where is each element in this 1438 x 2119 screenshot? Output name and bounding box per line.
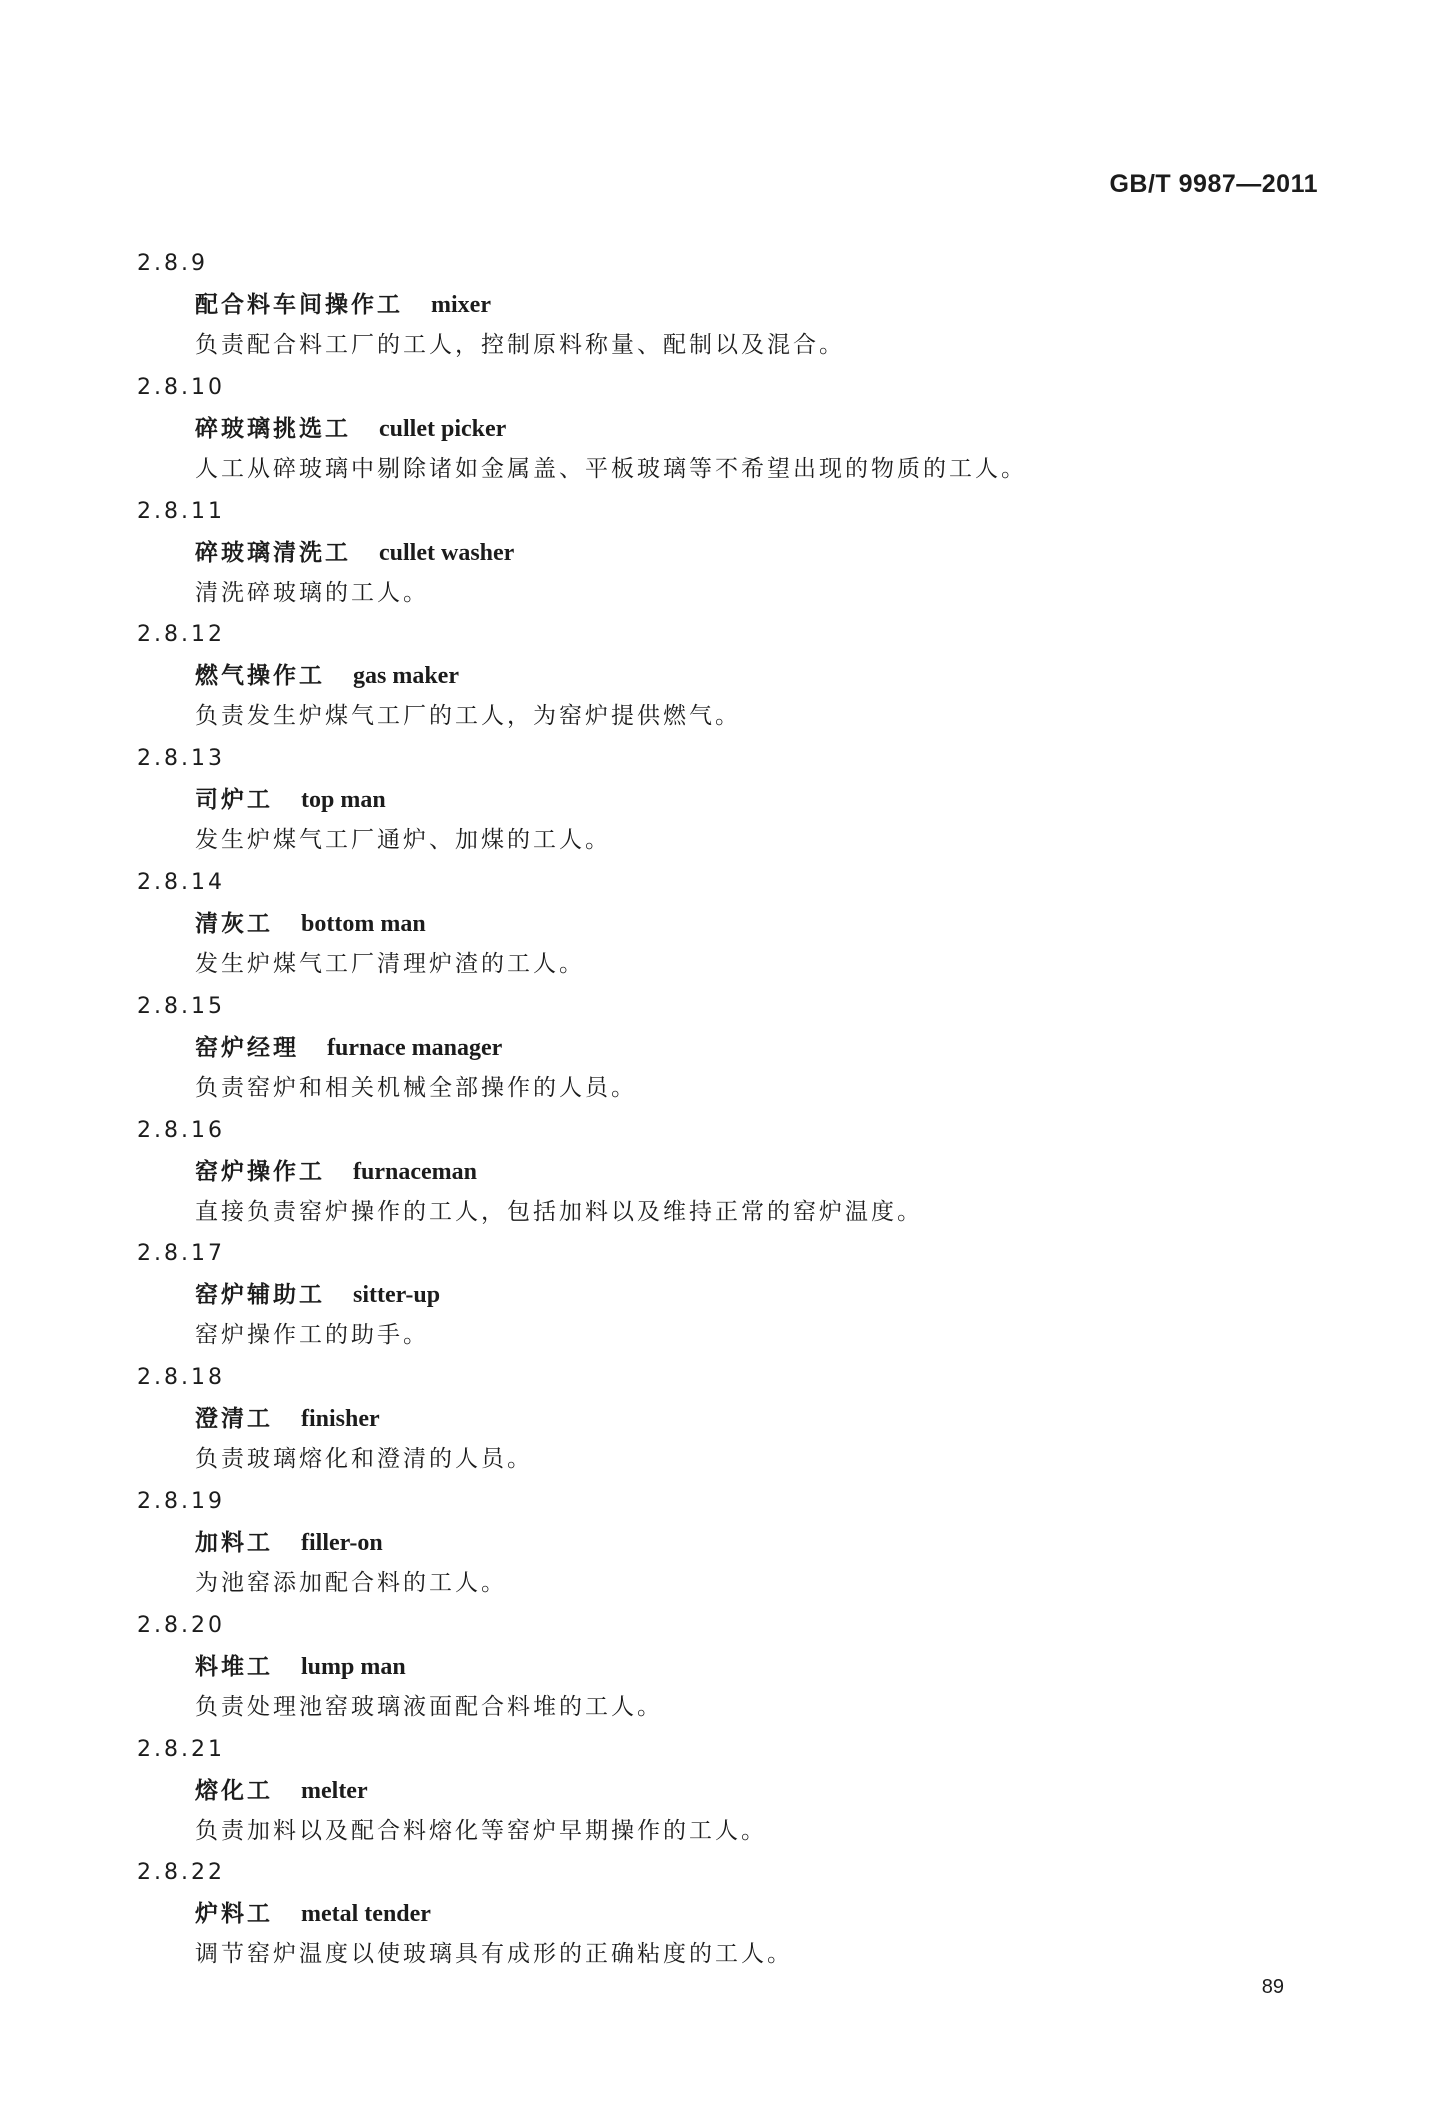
term-entry <box>0 1729 1438 1853</box>
term-chinese: 料堆工 <box>195 1653 273 1680</box>
entry-definition: 清洗碎玻璃的工人。 <box>195 579 429 606</box>
entry-term <box>0 1027 1438 1068</box>
entry-definition: 为池窑添加配合料的工人。 <box>195 1569 507 1596</box>
entry-definition: 负责处理池窑玻璃液面配合料堆的工人。 <box>195 1693 663 1720</box>
term-entry <box>0 1357 1438 1481</box>
entry-term <box>0 903 1438 944</box>
term-entry <box>0 738 1438 862</box>
term-chinese: 碎玻璃清洗工 <box>195 539 351 566</box>
term-chinese: 碎玻璃挑选工 <box>195 415 351 442</box>
term-entry <box>0 243 1438 367</box>
term-english: metal tender <box>301 1901 431 1928</box>
entry-number: 2.8.13 <box>137 746 225 772</box>
entry-number: 2.8.17 <box>137 1241 225 1267</box>
page-number: 89 <box>1261 1976 1284 1998</box>
entry-number: 2.8.20 <box>137 1612 225 1638</box>
entry-term <box>0 1398 1438 1439</box>
entry-number: 2.8.16 <box>137 1117 225 1143</box>
term-english: mixer <box>431 292 491 318</box>
term-chinese: 窑炉辅助工 <box>195 1282 325 1309</box>
term-chinese: 配合料车间操作工 <box>195 292 403 318</box>
term-english: finisher <box>301 1406 380 1433</box>
term-entry <box>0 367 1438 491</box>
term-chinese: 熔化工 <box>195 1777 273 1804</box>
entry-term <box>0 1522 1438 1563</box>
standard-code: GB/T 9987—2011 <box>1109 170 1318 198</box>
entry-term <box>0 779 1438 820</box>
term-chinese: 窑炉经理 <box>195 1034 299 1061</box>
entry-definition: 窑炉操作工的助手。 <box>195 1322 429 1349</box>
term-english: melter <box>301 1777 368 1804</box>
term-entry <box>0 1852 1438 1976</box>
entry-term <box>0 655 1438 696</box>
entry-number: 2.8.11 <box>137 498 225 524</box>
term-entry-list <box>0 243 1438 1976</box>
entry-definition: 调节窑炉温度以使玻璃具有成形的正确粘度的工人。 <box>195 1941 793 1968</box>
entry-definition: 负责窑炉和相关机械全部操作的人员。 <box>195 1074 637 1101</box>
entry-number: 2.8.12 <box>137 622 225 648</box>
entry-definition: 直接负责窑炉操作的工人，包括加料以及维持正常的窑炉温度。 <box>195 1198 923 1225</box>
term-entry <box>0 1605 1438 1729</box>
entry-definition: 人工从碎玻璃中剔除诸如金属盖、平板玻璃等不希望出现的物质的工人。 <box>195 455 1027 482</box>
entry-definition: 发生炉煤气工厂清理炉渣的工人。 <box>195 950 585 977</box>
entry-number: 2.8.9 <box>137 251 208 276</box>
entry-term <box>0 1646 1438 1687</box>
entry-term <box>0 408 1438 449</box>
term-english: filler-on <box>301 1529 383 1556</box>
entry-definition: 负责发生炉煤气工厂的工人，为窑炉提供燃气。 <box>195 703 741 730</box>
term-english: sitter-up <box>353 1282 441 1309</box>
term-english: top man <box>301 787 386 814</box>
term-chinese: 清灰工 <box>195 910 273 937</box>
entry-term <box>0 532 1438 573</box>
entry-definition: 发生炉煤气工厂通炉、加煤的工人。 <box>195 827 611 854</box>
term-english: furnace manager <box>327 1034 503 1061</box>
term-english: bottom man <box>301 910 426 937</box>
term-chinese: 司炉工 <box>195 787 273 814</box>
term-entry <box>0 986 1438 1110</box>
term-entry <box>0 491 1438 615</box>
term-chinese: 炉料工 <box>195 1901 273 1928</box>
term-chinese: 燃气操作工 <box>195 663 325 690</box>
term-chinese: 澄清工 <box>195 1406 273 1433</box>
term-english: lump man <box>301 1653 406 1680</box>
term-entry <box>0 614 1438 738</box>
entry-number: 2.8.10 <box>137 374 225 400</box>
term-entry <box>0 1110 1438 1234</box>
entry-definition: 负责加料以及配合料熔化等窑炉早期操作的工人。 <box>195 1817 767 1844</box>
term-english: furnaceman <box>353 1158 477 1185</box>
entry-number: 2.8.21 <box>137 1736 225 1762</box>
term-entry <box>0 1233 1438 1357</box>
entry-definition: 负责玻璃熔化和澄清的人员。 <box>195 1446 533 1473</box>
entry-number: 2.8.18 <box>137 1365 225 1391</box>
entry-definition: 负责配合料工厂的工人，控制原料称量、配制以及混合。 <box>195 332 845 358</box>
entry-term <box>0 1151 1438 1192</box>
entry-term <box>0 1770 1438 1811</box>
entry-number: 2.8.15 <box>137 993 225 1019</box>
entry-term <box>0 284 1438 325</box>
term-english: cullet washer <box>379 539 515 566</box>
term-english: cullet picker <box>379 415 507 442</box>
entry-number: 2.8.22 <box>137 1860 225 1886</box>
term-entry <box>0 1481 1438 1605</box>
entry-term <box>0 1893 1438 1934</box>
term-chinese: 加料工 <box>195 1529 273 1556</box>
term-chinese: 窑炉操作工 <box>195 1158 325 1185</box>
entry-term <box>0 1274 1438 1315</box>
entry-number: 2.8.19 <box>137 1488 225 1514</box>
term-english: gas maker <box>353 663 459 690</box>
term-entry <box>0 862 1438 986</box>
entry-number: 2.8.14 <box>137 869 225 895</box>
